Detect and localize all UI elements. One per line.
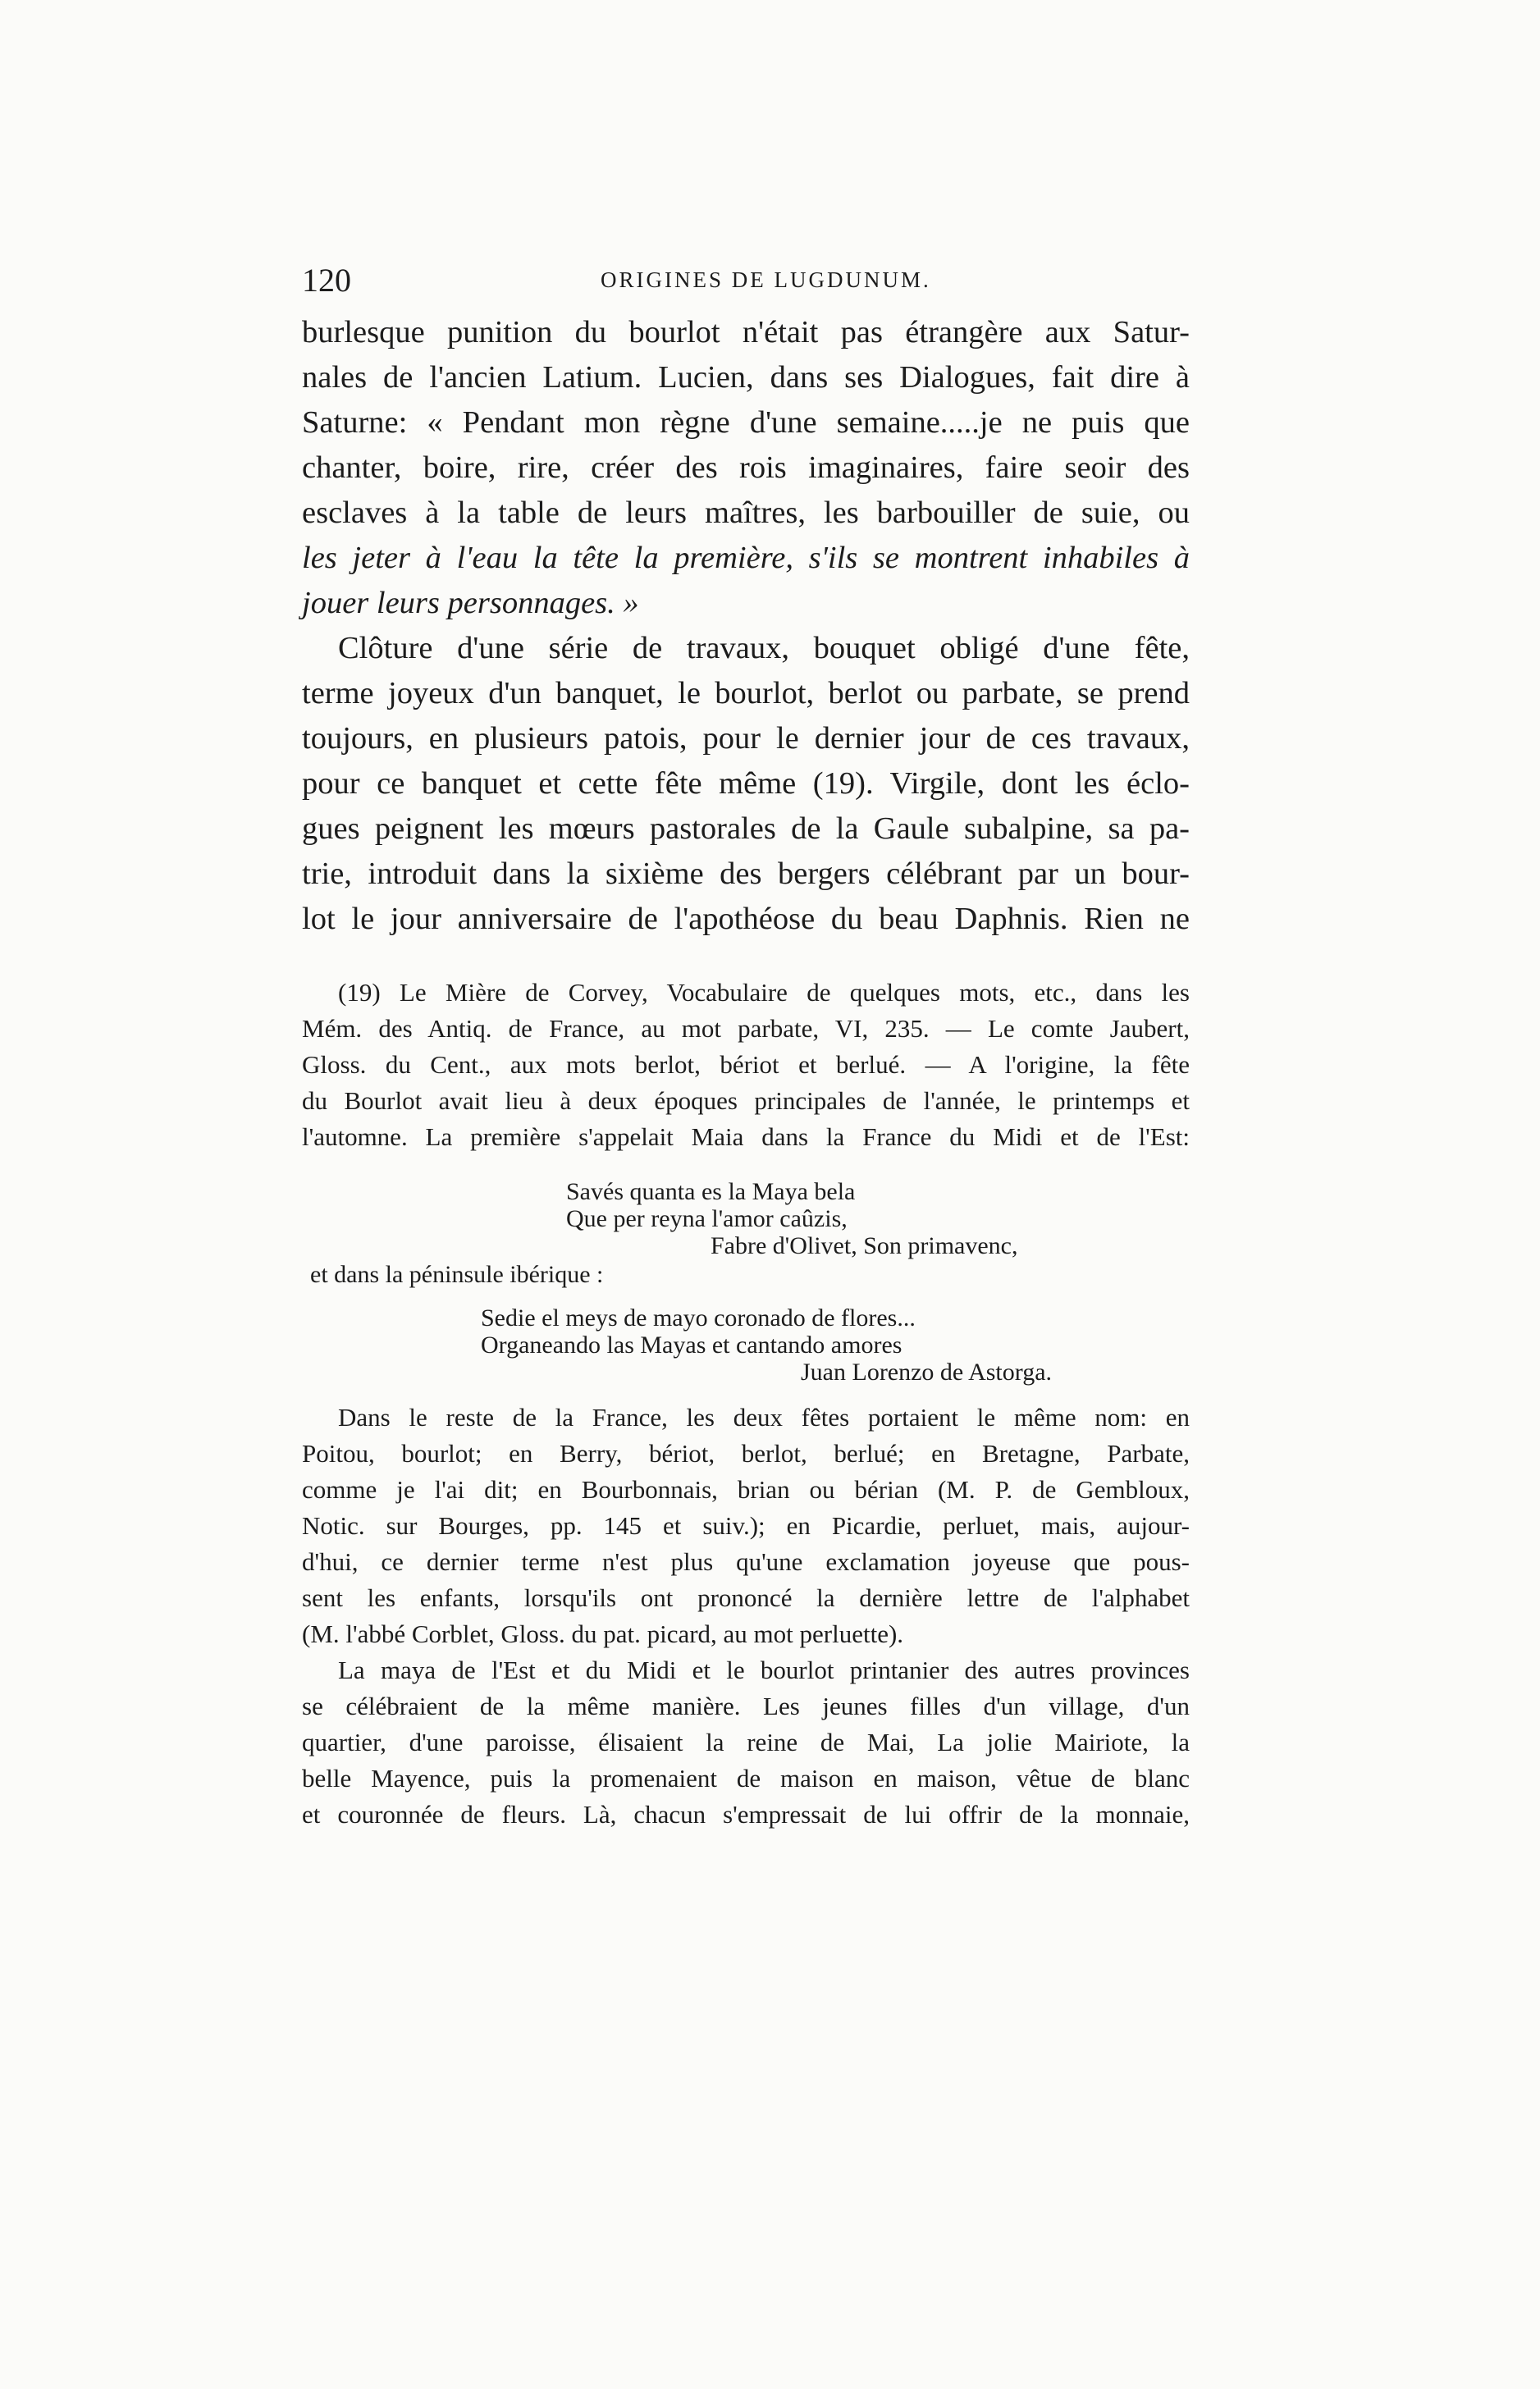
main-text	[302, 310, 1190, 942]
footnote-line: se célébraient de la même manière. Les jeunes filles d'un village, d'un	[302, 1692, 1190, 1720]
text-line: nales de l'ancien Latium. Lucien, dans ses Dialogues, fait dire à	[302, 360, 1190, 395]
verse-attribution: Juan Lorenzo de Astorga.	[801, 1359, 1053, 1386]
footnote-line: Poitou, bourlot; en Berry, bériot, berlot, berlué; en Bretagne, Parbate,	[302, 1439, 1190, 1468]
text-line: esclaves à la table de leurs maîtres, les barbouiller de suie, ou	[302, 496, 1190, 530]
footnote-line: (19) Le Mière de Corvey, Vocabulaire de quelques mots, etc., dans les	[338, 978, 1190, 1007]
footnote-line: quartier, d'une paroisse, élisaient la reine de Mai, La jolie Mairiote, la	[302, 1728, 1190, 1756]
text-line: burlesque punition du bourlot n'était pas étrangère aux Satur-	[302, 315, 1190, 349]
footnote-line: l'automne. La première s'appelait Maia dans la France du Midi et de l'Est:	[302, 1122, 1190, 1151]
text-line: gues peignent les mœurs pastorales de la Gaule subalpine, sa pa-	[302, 811, 1190, 846]
text-line: chanter, boire, rire, créer des rois imaginaires, faire seoir des	[302, 450, 1190, 485]
footnote-line: Dans le reste de la France, les deux fêtes portaient le même nom: en	[338, 1403, 1190, 1432]
verse-line: Savés quanta es la Maya bela	[566, 1178, 856, 1205]
footnote-line: comme je l'ai dit; en Bourbonnais, brian ou bérian (M. P. de Gembloux,	[302, 1475, 1190, 1504]
footnote-line: Mém. des Antiq. de France, au mot parbate, VI, 235. — Le comte Jaubert,	[302, 1014, 1190, 1043]
footnote-line: Notic. sur Bourges, pp. 145 et suiv.); en Picardie, perluet, mais, aujour-	[302, 1511, 1190, 1540]
footnote-line: (M. l'abbé Corblet, Gloss. du pat. picard, au mot perluette).	[302, 1619, 904, 1648]
running-title: ORIGINES DE LUGDUNUM.	[601, 267, 931, 292]
text-line: Clôture d'une série de travaux, bouquet obligé d'une fête,	[338, 631, 1190, 665]
footnote-line: et couronnée de fleurs. Là, chacun s'empressait de lui offrir de la monnaie,	[302, 1800, 1190, 1829]
footnote-line: du Bourlot avait lieu à deux époques principales de l'année, le printemps et	[302, 1086, 1190, 1115]
verse-attribution: Fabre d'Olivet, Son primavenc,	[711, 1232, 1018, 1259]
verse-line: Sedie el meys de mayo coronado de flores...	[481, 1304, 916, 1332]
verse-quote-2	[481, 1304, 1104, 1386]
footnote-connector: et dans la péninsule ibérique :	[310, 1261, 604, 1288]
page-number: 120	[302, 262, 351, 299]
verse-line: Organeando las Mayas et cantando amores	[481, 1332, 903, 1359]
text-line: jouer leurs personnages. »	[302, 586, 639, 620]
text-line: terme joyeux d'un banquet, le bourlot, berlot ou parbate, se prend	[302, 676, 1190, 710]
page-header	[302, 261, 1188, 297]
footnote-continuation	[302, 1400, 1190, 1833]
footnote-block	[302, 975, 1190, 1155]
footnote-line: sent les enfants, lorsqu'ils ont prononcé la dernière lettre de l'alphabet	[302, 1583, 1190, 1612]
text-line: toujours, en plusieurs patois, pour le dernier jour de ces travaux,	[302, 721, 1190, 756]
text-line: trie, introduit dans la sixième des bergers célébrant par un bour-	[302, 856, 1190, 891]
footnote-line: La maya de l'Est et du Midi et le bourlot printanier des autres provinces	[338, 1656, 1190, 1684]
text-line: lot le jour anniversaire de l'apothéose du beau Daphnis. Rien ne	[302, 902, 1190, 936]
text-line: les jeter à l'eau la tête la première, s'ils se montrent inhabiles à	[302, 541, 1190, 575]
footnote-line: d'hui, ce dernier terme n'est plus qu'une exclamation joyeuse que pous-	[302, 1547, 1190, 1576]
text-line: pour ce banquet et cette fête même (19). Virgile, dont les éclo-	[302, 766, 1190, 801]
text-line: Saturne: « Pendant mon règne d'une semaine.....je ne puis que	[302, 405, 1190, 440]
verse-quote-1	[566, 1178, 1157, 1259]
footnote-line: belle Mayence, puis la promenaient de maison en maison, vêtue de blanc	[302, 1764, 1190, 1793]
footnote-line: Gloss. du Cent., aux mots berlot, bériot et berlué. — A l'origine, la fête	[302, 1050, 1190, 1079]
verse-line: Que per reyna l'amor caûzis,	[566, 1205, 848, 1232]
